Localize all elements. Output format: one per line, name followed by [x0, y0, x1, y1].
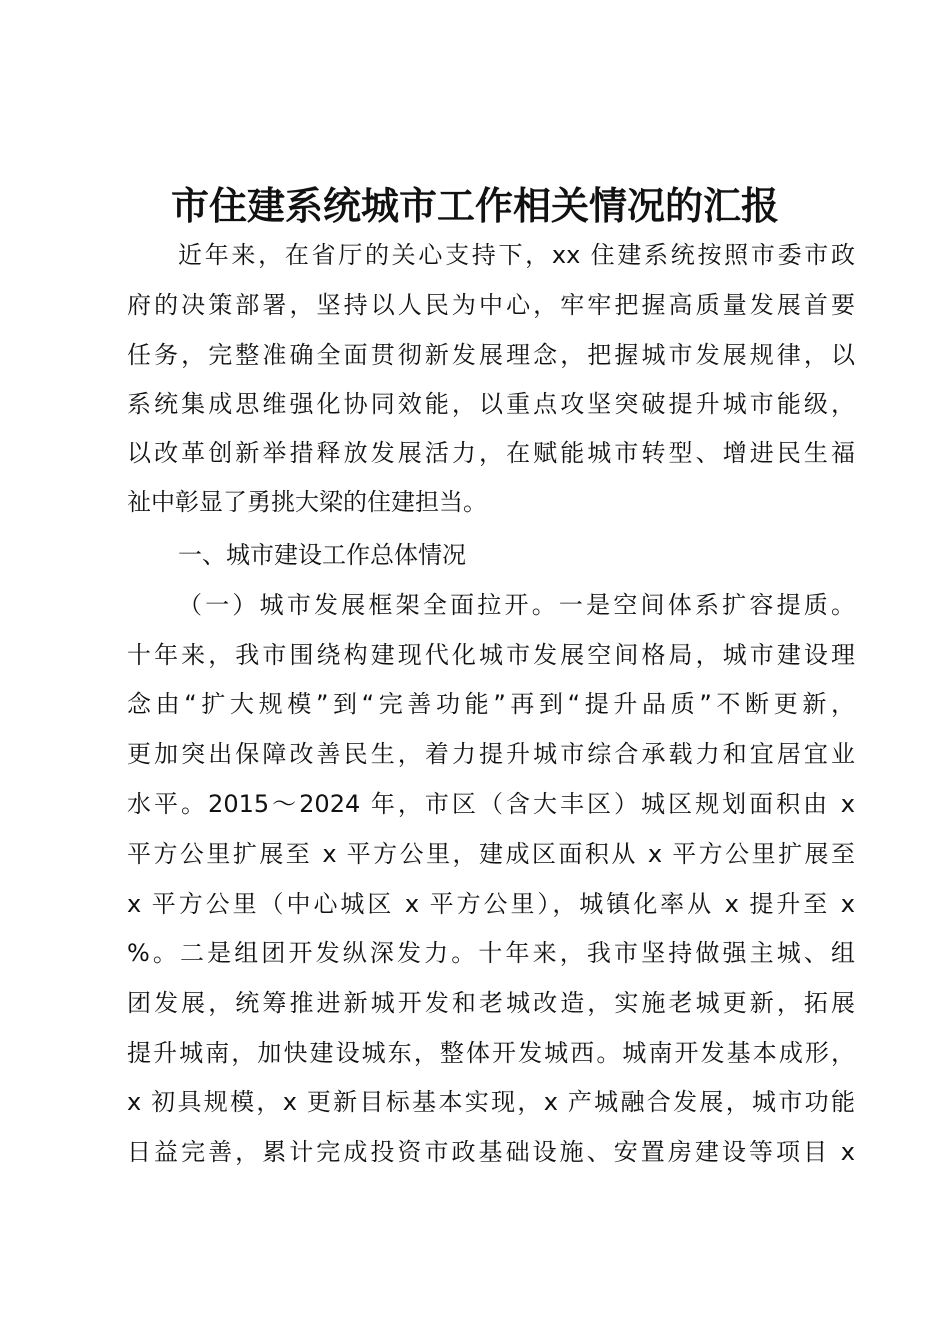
paragraph-line: 任务，完整准确全面贯彻新发展理念，把握城市发展规律，以: [127, 341, 855, 369]
paragraph-line: 团发展，统筹推进新城开发和老城改造，实施老城更新，拓展: [127, 989, 855, 1017]
paragraph-line: 近年来，在省厅的关心支持下，xx 住建系统按照市委市政: [178, 241, 855, 269]
paragraph-line: 祉中彰显了勇挑大梁的住建担当。: [127, 488, 487, 516]
paragraph-line: %。二是组团开发纵深发力。十年来，我市坚持做强主城、组: [127, 939, 855, 967]
paragraph-line: （一）城市发展框架全面拉开。一是空间体系扩容提质。: [178, 591, 855, 619]
paragraph-line: 以改革创新举措释放发展活力，在赋能城市转型、增进民生福: [127, 439, 855, 467]
paragraph-line: x 初具规模，x 更新目标基本实现，x 产城融合发展，城市功能: [127, 1088, 855, 1116]
paragraph-line: 日益完善，累计完成投资市政基础设施、安置房建设等项目 x: [127, 1138, 855, 1166]
paragraph-line: 系统集成思维强化协同效能，以重点攻坚突破提升城市能级，: [127, 390, 855, 418]
document-title: 市住建系统城市工作相关情况的汇报: [170, 183, 779, 228]
paragraph-line: x 平方公里（中心城区 x 平方公里），城镇化率从 x 提升至 x: [127, 890, 855, 918]
section-heading: 一、城市建设工作总体情况: [178, 541, 466, 569]
paragraph-line: 提升城南，加快建设城东，整体开发城西。城南开发基本成形，: [127, 1039, 855, 1067]
paragraph-line: 府的决策部署，坚持以人民为中心，牢牢把握高质量发展首要: [127, 291, 855, 319]
paragraph-line: 念由“扩大规模”到“完善功能”再到“提升品质”不断更新，: [127, 690, 855, 718]
paragraph-line: 平方公里扩展至 x 平方公里，建成区面积从 x 平方公里扩展至: [127, 840, 855, 868]
paragraph-line: 更加突出保障改善民生，着力提升城市综合承载力和宜居宜业: [127, 740, 855, 768]
paragraph-line: 十年来，我市围绕构建现代化城市发展空间格局，城市建设理: [127, 641, 855, 669]
paragraph-line: 水平。2015～2024 年，市区（含大丰区）城区规划面积由 x: [127, 790, 855, 818]
